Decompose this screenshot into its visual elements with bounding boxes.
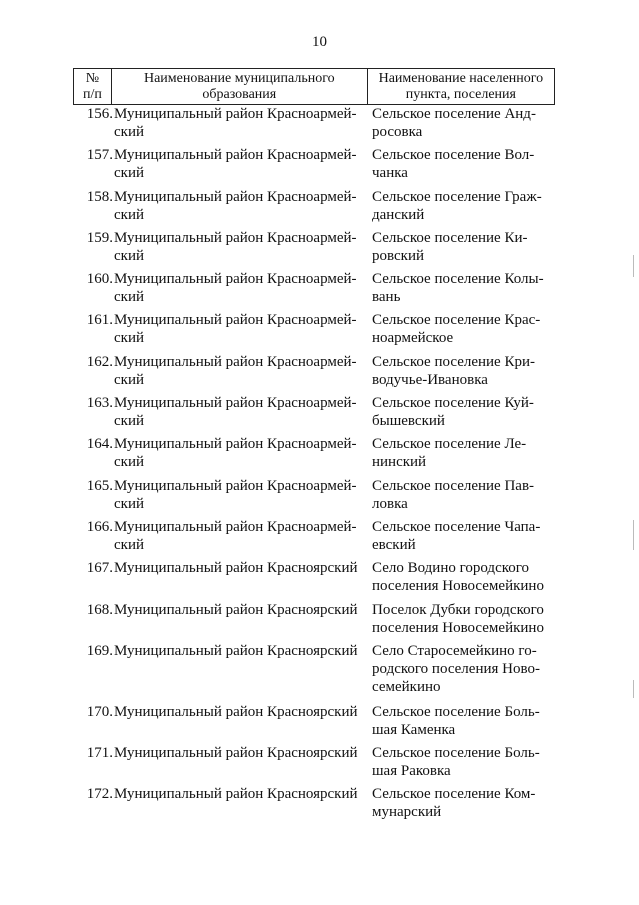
- row-municipality: Муниципальный район Красноармей- ский: [114, 188, 357, 223]
- row-number: 164.: [86, 436, 113, 453]
- row-settlement: Село Водино городского поселения Новосемейкино: [372, 560, 544, 595]
- row-municipality: Муниципальный район Красноармей- ский: [114, 395, 357, 430]
- row-settlement: Село Старосемейкино го- родского поселения Ново- семейкино: [372, 642, 540, 695]
- scan-artifact: [633, 255, 634, 277]
- scan-artifact: [633, 520, 634, 550]
- row-settlement: Сельское поселение Боль- шая Раковка: [372, 745, 540, 780]
- row-settlement: Сельское поселение Ком- мунарский: [372, 786, 536, 821]
- row-settlement: Сельское поселение Боль- шая Каменка: [372, 703, 540, 738]
- row-settlement: Сельское поселение Чапа- евский: [372, 518, 541, 553]
- row-municipality: Муниципальный район Красноармей- ский: [114, 271, 357, 306]
- row-number: 162.: [86, 353, 113, 370]
- table-row: [0, 744, 639, 785]
- row-municipality: Муниципальный район Красноармей- ский: [114, 229, 357, 264]
- header-number: № п/п: [74, 69, 112, 104]
- row-settlement: Сельское поселение Пав- ловка: [372, 477, 535, 512]
- row-municipality: Муниципальный район Красноармей- ский: [114, 477, 357, 512]
- table-row: [0, 188, 639, 229]
- row-number: 165.: [86, 477, 113, 494]
- row-municipality: Муниципальный район Красноярский: [114, 560, 358, 577]
- scan-artifact: [633, 680, 634, 698]
- table-row: [0, 311, 639, 352]
- row-settlement: Сельское поселение Ки- ровский: [372, 229, 528, 264]
- row-settlement: Сельское поселение Кри- водучье-Ивановка: [372, 353, 535, 388]
- row-municipality: Муниципальный район Красноармей- ский: [114, 518, 357, 553]
- row-municipality: Муниципальный район Красноярский: [114, 745, 358, 762]
- header-municipality: Наименование муниципального образования: [112, 69, 368, 104]
- table-row: [0, 229, 639, 270]
- table-row: [0, 601, 639, 642]
- table-row: [0, 785, 639, 826]
- row-municipality: Муниципальный район Красноярский: [114, 703, 358, 720]
- table-row: [0, 518, 639, 559]
- table-row: [0, 105, 639, 146]
- row-settlement: Сельское поселение Граж- данский: [372, 188, 542, 223]
- row-municipality: Муниципальный район Красноярский: [114, 601, 358, 618]
- table-body: [0, 105, 639, 827]
- row-municipality: Муниципальный район Красноярский: [114, 642, 358, 659]
- row-settlement: Сельское поселение Колы- вань: [372, 271, 544, 306]
- row-number: 169.: [86, 642, 113, 659]
- row-number: 170.: [86, 703, 113, 720]
- row-number: 157.: [86, 147, 113, 164]
- table-row: [0, 146, 639, 187]
- row-number: 172.: [86, 786, 113, 803]
- row-number: 163.: [86, 395, 113, 412]
- row-number: 168.: [86, 601, 113, 618]
- row-number: 166.: [86, 518, 113, 535]
- table-row: [0, 270, 639, 311]
- row-number: 159.: [86, 229, 113, 246]
- row-municipality: Муниципальный район Красноармей- ский: [114, 312, 357, 347]
- row-municipality: Муниципальный район Красноармей- ский: [114, 353, 357, 388]
- table-row: [0, 642, 639, 703]
- row-settlement: Сельское поселение Крас- ноармейское: [372, 312, 541, 347]
- table-row: [0, 703, 639, 744]
- header-settlement: Наименование населенного пункта, поселения: [378, 71, 544, 102]
- row-number: 156.: [86, 106, 113, 122]
- table-row: [0, 394, 639, 435]
- row-municipality: Муниципальный район Красноармей- ский: [114, 436, 357, 471]
- row-municipality: Муниципальный район Красноармей- ский: [114, 147, 357, 182]
- row-number: 158.: [86, 188, 113, 205]
- table-header: [73, 68, 555, 105]
- row-number: 167.: [86, 560, 113, 577]
- row-settlement: Поселок Дубки городского поселения Новосемейкино: [372, 601, 544, 636]
- row-settlement: Сельское поселение Ле- нинский: [372, 436, 527, 471]
- table-row: [0, 477, 639, 518]
- table-row: [0, 353, 639, 394]
- row-number: 160.: [86, 271, 113, 288]
- row-settlement: Сельское поселение Куй- бышевский: [372, 395, 534, 430]
- table-row: [0, 559, 639, 600]
- row-number: 161.: [86, 312, 113, 329]
- table-row: [0, 435, 639, 476]
- row-settlement: Сельское поселение Вол- чанка: [372, 147, 535, 182]
- row-number: 171.: [86, 745, 113, 762]
- page-number: 10: [312, 34, 327, 50]
- row-settlement: Сельское поселение Анд- росовка: [372, 106, 536, 140]
- row-municipality: Муниципальный район Красноармей- ский: [114, 106, 357, 140]
- row-municipality: Муниципальный район Красноярский: [114, 786, 358, 803]
